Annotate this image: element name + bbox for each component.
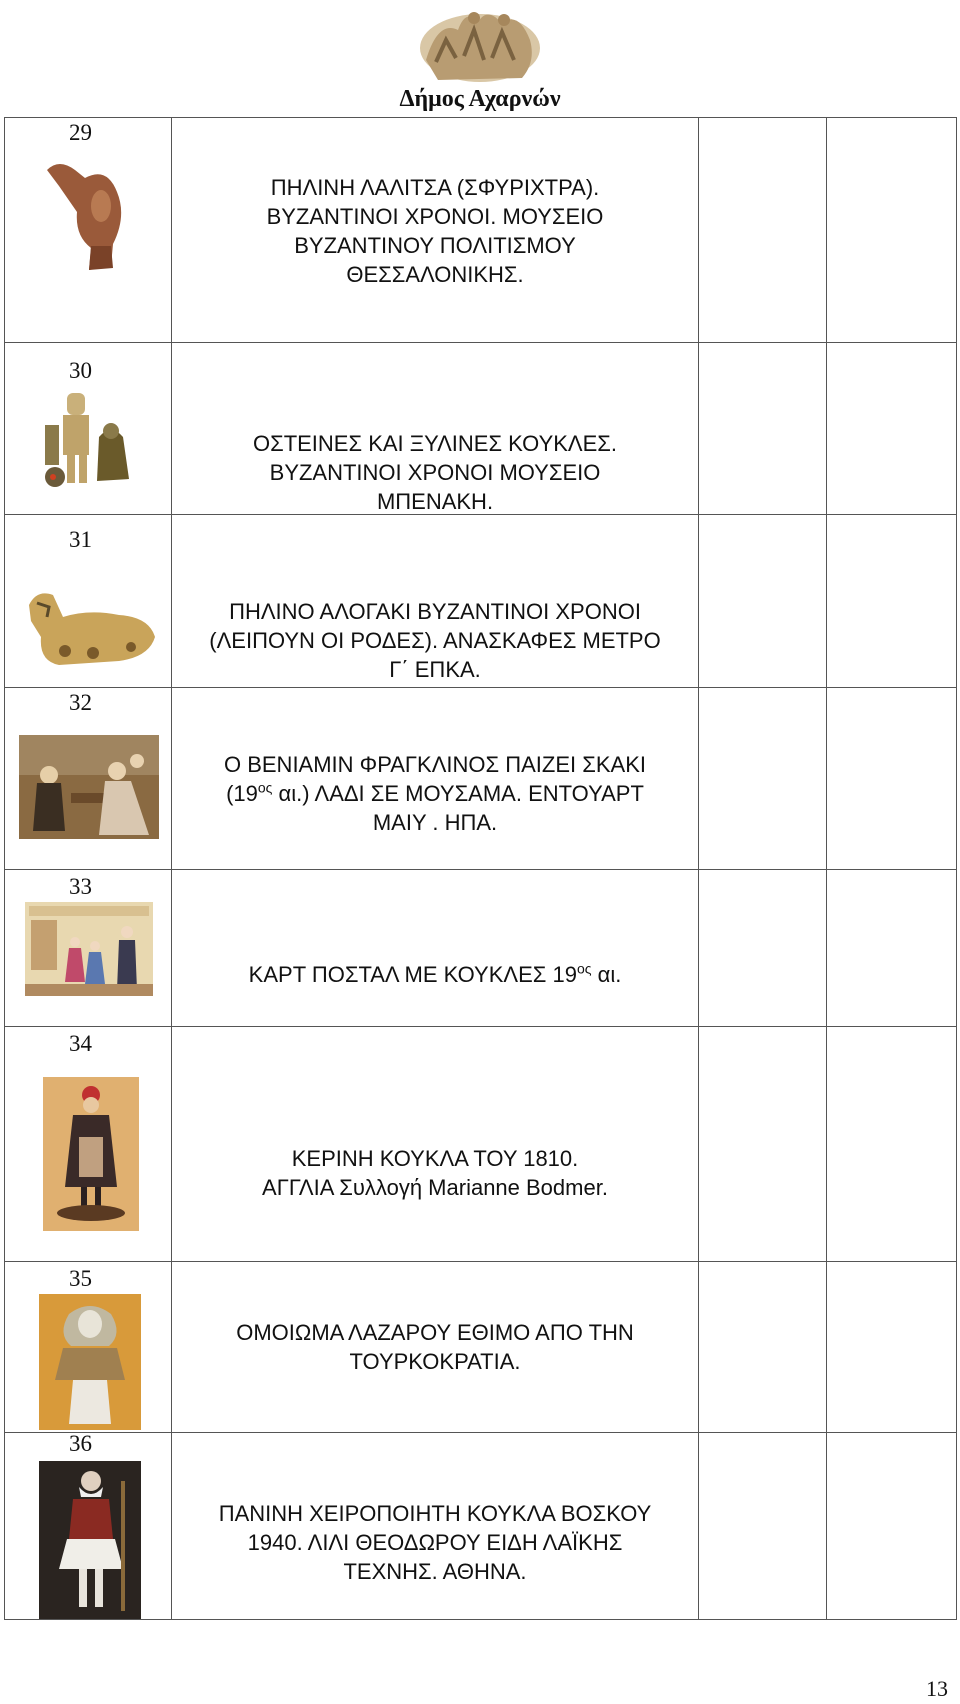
item-description-cell xyxy=(172,688,699,870)
lazarus-effigy-image xyxy=(39,1294,141,1430)
item-image-cell xyxy=(5,1262,172,1433)
postcard-dolls-image xyxy=(25,902,153,996)
item-number: 34 xyxy=(69,1031,92,1056)
table-row xyxy=(5,1433,957,1620)
item-number: 35 xyxy=(69,1266,92,1291)
empty-cell xyxy=(827,118,957,343)
table-row xyxy=(5,688,957,870)
item-description: ΟΣΤΕΙΝΕΣ ΚΑΙ ΞΥΛΙΝΕΣ ΚΟΥΚΛΕΣ. ΒΥΖΑΝΤΙΝΟΙ ΧΡΟΝΟΙ ΜΟΥΣΕΙΟ ΜΠΕΝΑΚΗ. xyxy=(252,431,618,514)
empty-cell xyxy=(699,1262,827,1433)
item-description-cell xyxy=(172,1027,699,1262)
item-image-cell xyxy=(5,870,172,1027)
item-number: 33 xyxy=(69,874,92,899)
item-description: ΠΗΛΙΝΟ ΑΛΟΓΑΚΙ ΒΥΖΑΝΤΙΝΟΙ ΧΡΟΝΟΙ (ΛΕΙΠΟΥΝ ΟΙ ΡΟΔΕΣ). ΑΝΑΣΚΑΦΕΣ ΜΕΤΡΟ Γ΄ ΕΠΚΑ. xyxy=(209,599,661,682)
item-number: 32 xyxy=(69,690,92,715)
item-description: Ο ΒΕΝΙΑΜΙΝ ΦΡΑΓΚΛΙΝΟΣ ΠΑΙΖΕΙ ΣΚΑΚΙ ($19^{o\varsigma}$ αι.) ΛΑΔΙ ΣΕ ΜΟΥΣΑΜΑ. ΕΝΤΟΥΑΡΤ ΜΑΙΥ . ΗΠΑ. xyxy=(223,752,646,835)
item-image-cell xyxy=(5,118,172,343)
table-row xyxy=(5,870,957,1027)
table-row xyxy=(5,343,957,515)
item-image-cell xyxy=(5,1027,172,1262)
empty-cell xyxy=(699,688,827,870)
item-image-cell xyxy=(5,688,172,870)
item-description: ΠΗΛΙΝΗ ΛΑΛΙΤΣΑ (ΣΦΥΡΙΧΤΡΑ). ΒΥΖΑΝΤΙΝΟΙ ΧΡΟΝΟΙ. ΜΟΥΣΕΙΟ ΒΥΖΑΝΤΙΝΟΥ ΠΟΛΙΤΙΣΜΟΥ ΘΕΣΣΑΛΟΝΙΚΗΣ. xyxy=(266,175,604,287)
empty-cell xyxy=(827,688,957,870)
item-number: 36 xyxy=(69,1431,92,1456)
item-number: 31 xyxy=(69,527,92,552)
empty-cell xyxy=(827,1027,957,1262)
empty-cell xyxy=(827,1433,957,1620)
table-row xyxy=(5,1262,957,1433)
shepherd-doll-image xyxy=(39,1461,141,1619)
item-description: ΚΑΡΤ ΠΟΣΤΑΛ ΜΕ ΚΟΥΚΛΕΣ $19^{o\varsigma}$ αι. xyxy=(248,960,622,987)
empty-cell xyxy=(699,515,827,688)
empty-cell xyxy=(699,1433,827,1620)
clay-horse-image xyxy=(19,587,159,673)
bone-wooden-dolls-image xyxy=(37,387,141,493)
item-description-cell xyxy=(172,515,699,688)
page-number: 13 xyxy=(926,1676,948,1701)
table-row xyxy=(5,1027,957,1262)
empty-cell xyxy=(827,515,957,688)
horses-relief-logo-icon xyxy=(418,0,542,86)
empty-cell xyxy=(699,118,827,343)
municipality-title: Δήμος Αχαρνών xyxy=(399,86,561,112)
item-number: 29 xyxy=(69,120,92,145)
item-description-cell xyxy=(172,118,699,343)
item-description-cell xyxy=(172,343,699,515)
item-description: ΚΕΡΙΝΗ ΚΟΥΚΛΑ ΤΟΥ 1810. ΑΓΓΛΙΑ Συλλογή Marianne Bodmer. xyxy=(262,1146,608,1200)
empty-cell xyxy=(699,870,827,1027)
item-image-cell xyxy=(5,1433,172,1620)
item-description-cell xyxy=(172,870,699,1027)
wax-doll-image xyxy=(43,1077,139,1231)
item-description: ΟΜΟΙΩΜΑ ΛΑΖΑΡΟΥ ΕΘΙΜΟ ΑΠΟ ΤΗΝ ΤΟΥΡΚΟΚΡΑΤΙΑ. xyxy=(236,1320,634,1374)
page-header xyxy=(0,0,960,118)
item-image-cell xyxy=(5,343,172,515)
empty-cell xyxy=(827,1262,957,1433)
catalog-table xyxy=(4,117,957,1620)
item-description-cell xyxy=(172,1262,699,1433)
empty-cell xyxy=(827,870,957,1027)
item-description: ΠΑΝΙΝΗ ΧΕΙΡΟΠΟΙΗΤΗ ΚΟΥΚΛΑ ΒΟΣΚΟΥ 1940. ΛΙΛΙ ΘΕΟΔΩΡΟΥ ΕΙΔΗ ΛΑΪΚΗΣ ΤΕΧΝΗΣ. ΑΘΗΝΑ. xyxy=(218,1501,652,1584)
item-image-cell xyxy=(5,515,172,688)
clay-whistle-image xyxy=(45,156,135,276)
empty-cell xyxy=(699,1027,827,1262)
franklin-chess-painting-image xyxy=(19,735,159,839)
table-row xyxy=(5,515,957,688)
table-row xyxy=(5,118,957,343)
item-description-cell xyxy=(172,1433,699,1620)
item-number: 30 xyxy=(69,358,92,383)
empty-cell xyxy=(827,343,957,515)
empty-cell xyxy=(699,343,827,515)
